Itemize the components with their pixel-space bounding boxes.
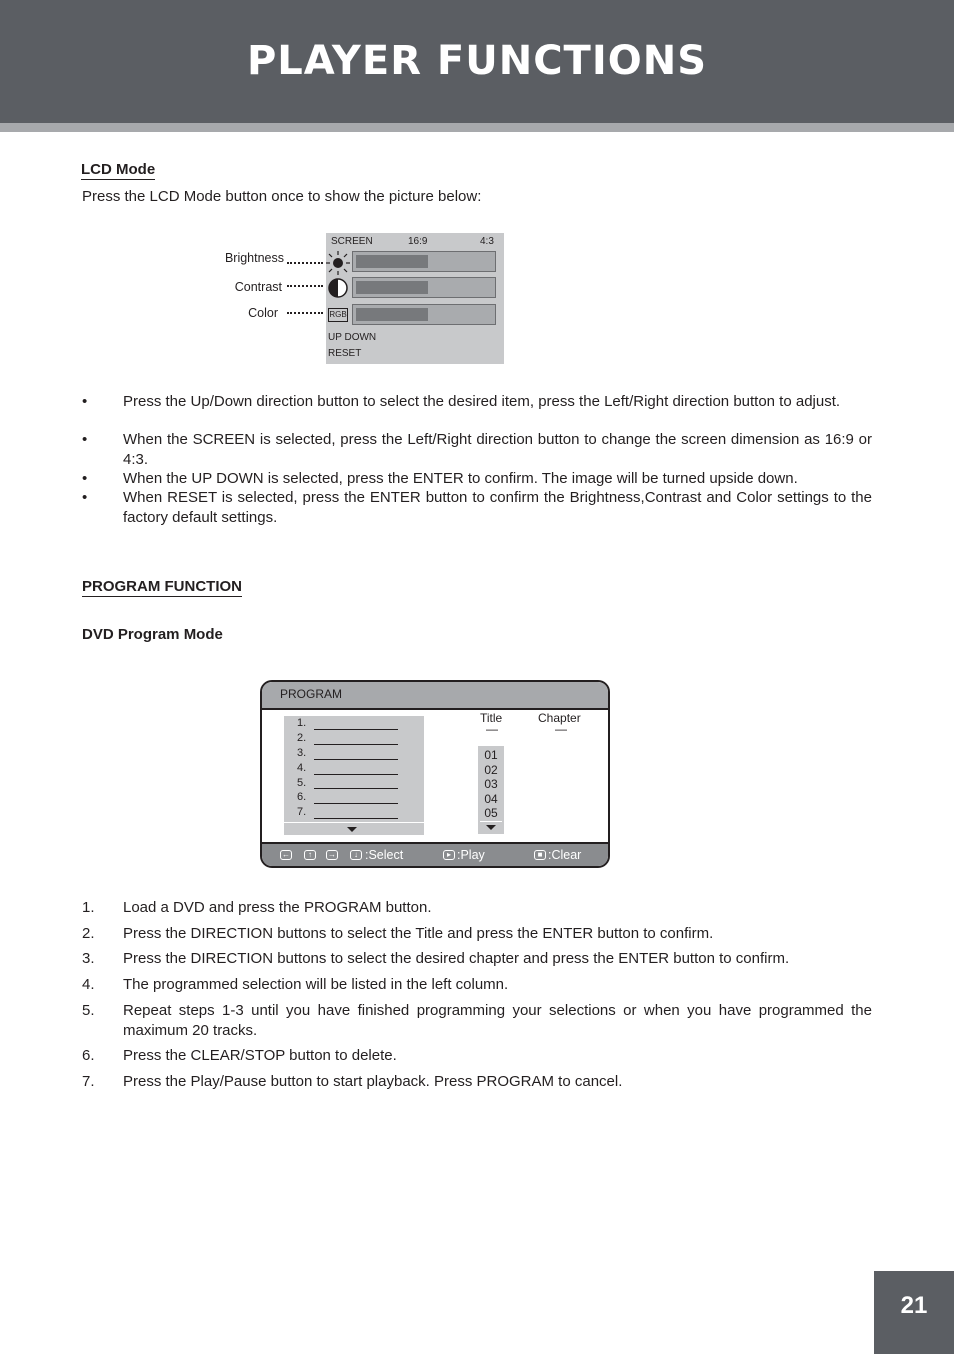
- lcd-mode-heading: LCD Mode: [81, 161, 156, 178]
- rgb-icon: RGB: [328, 308, 348, 322]
- brightness-sun-icon: [326, 251, 350, 275]
- slot-number: 6.: [297, 791, 307, 803]
- title-number-list[interactable]: [478, 746, 504, 834]
- play-icon: ▸: [443, 850, 455, 860]
- lcd-intro: Press the LCD Mode button once to show the picture below:: [82, 188, 482, 205]
- title-number[interactable]: 03: [484, 777, 498, 791]
- contrast-icon: [328, 278, 348, 298]
- bullet-text: When the SCREEN is selected, press the Left/Right direction button to change the screen dimension as 16:9 or 4:3.: [123, 431, 872, 468]
- title-number[interactable]: 04: [484, 792, 498, 806]
- step-number: 1.: [82, 899, 95, 916]
- color-label: Color: [248, 306, 278, 320]
- slot-list-scroll-down-icon[interactable]: [347, 827, 357, 832]
- dvd-program-mode-heading: DVD Program Mode: [82, 626, 223, 643]
- step-text: Repeat steps 1-3 until you have finished programming your selections or when you have programmed the maximum 20 tracks.: [123, 1002, 872, 1039]
- program-step: [82, 1072, 872, 1092]
- screen-label: SCREEN: [331, 236, 373, 247]
- slot-number: 5.: [297, 777, 307, 789]
- title-dash: —: [486, 722, 498, 736]
- contrast-leader: [287, 285, 323, 287]
- color-slider[interactable]: [352, 304, 496, 325]
- step-text: Press the DIRECTION buttons to select the Title and press the ENTER button to confirm.: [123, 925, 714, 942]
- up-arrow-icon: ↑: [304, 850, 316, 860]
- ratio-16-9: 16:9: [408, 236, 428, 247]
- step-number: 4.: [82, 976, 95, 993]
- step-text: Press the Play/Pause button to start playback. Press PROGRAM to cancel.: [123, 1073, 623, 1090]
- title-number[interactable]: 01: [484, 748, 498, 762]
- page-number: 21: [900, 1292, 928, 1319]
- brightness-label: Brightness: [224, 251, 284, 265]
- brightness-leader: [287, 262, 323, 264]
- slot-line[interactable]: [314, 818, 398, 819]
- step-text: The programmed selection will be listed in the left column.: [123, 976, 509, 993]
- contrast-label: Contrast: [234, 280, 282, 294]
- title-list-divider: [480, 821, 502, 822]
- slot-line[interactable]: [314, 774, 398, 775]
- program-step: [82, 949, 872, 969]
- slot-line[interactable]: [314, 729, 398, 730]
- stop-icon: ■: [534, 850, 546, 860]
- reset-option[interactable]: RESET: [328, 348, 362, 359]
- program-step: [82, 975, 872, 995]
- ratio-4-3: 4:3: [480, 236, 494, 247]
- slot-number: 4.: [297, 762, 307, 774]
- program-step: [82, 924, 872, 944]
- title-list-scroll-down-icon[interactable]: [486, 825, 496, 830]
- program-slot-list: [284, 716, 424, 835]
- bullet-dot: •: [82, 489, 88, 506]
- lcd-bullet: [82, 430, 872, 470]
- step-text: Load a DVD and press the PROGRAM button.: [123, 899, 432, 916]
- color-leader: [287, 312, 323, 314]
- step-number: 5.: [82, 1002, 95, 1019]
- program-step: [82, 1046, 872, 1066]
- lcd-bullet: [82, 469, 872, 489]
- clear-hint: :Clear: [548, 848, 582, 862]
- slot-line[interactable]: [314, 803, 398, 804]
- step-text: Press the DIRECTION buttons to select the desired chapter and press the ENTER button to confirm.: [123, 950, 790, 967]
- program-osd-title: PROGRAM: [280, 687, 343, 701]
- step-number: 6.: [82, 1047, 95, 1064]
- select-hint: :Select: [365, 848, 404, 862]
- bullet-dot: •: [82, 431, 88, 448]
- slot-number: 7.: [297, 806, 307, 818]
- slot-number: 1.: [297, 717, 307, 729]
- slot-number: 3.: [297, 747, 307, 759]
- program-step: [82, 1001, 872, 1041]
- step-number: 2.: [82, 925, 95, 942]
- slot-line[interactable]: [314, 788, 398, 789]
- play-hint: :Play: [457, 848, 485, 862]
- slot-line[interactable]: [314, 744, 398, 745]
- title-number[interactable]: 05: [484, 806, 498, 820]
- brightness-slider[interactable]: [352, 251, 496, 272]
- program-step: [82, 898, 872, 918]
- bullet-text: When RESET is selected, press the ENTER button to confirm the Brightness,Contrast and Color settings to the factory default settings.: [123, 489, 872, 526]
- title-number[interactable]: 02: [484, 763, 498, 777]
- slot-list-divider: [284, 822, 424, 823]
- contrast-slider[interactable]: [352, 277, 496, 298]
- chapter-dash: —: [555, 722, 567, 736]
- program-osd-window: [260, 680, 610, 868]
- bullet-text: When the UP DOWN is selected, press the ENTER to confirm. The image will be turned upside down.: [123, 470, 798, 487]
- program-function-heading: PROGRAM FUNCTION: [82, 578, 242, 595]
- slot-number: 2.: [297, 732, 307, 744]
- step-number: 3.: [82, 950, 95, 967]
- page-title: PLAYER FUNCTIONS: [246, 38, 708, 84]
- slot-line[interactable]: [314, 759, 398, 760]
- header-stripe: [0, 123, 954, 132]
- step-text: Press the CLEAR/STOP button to delete.: [123, 1047, 397, 1064]
- bullet-text: Press the Up/Down direction button to select the desired item, press the Left/Right direction button to adjust.: [123, 393, 841, 410]
- step-number: 7.: [82, 1073, 95, 1090]
- lcd-bullet: [82, 488, 872, 528]
- updown-option[interactable]: UP DOWN: [328, 332, 377, 343]
- lcd-bullet: [82, 392, 872, 432]
- left-arrow-icon: ←: [282, 850, 290, 859]
- title-column-header: Title: [480, 711, 503, 725]
- down-arrow-icon: ↓: [350, 850, 362, 860]
- bullet-dot: •: [82, 393, 88, 410]
- chapter-column-header: Chapter: [538, 711, 581, 725]
- right-arrow-icon: →: [328, 850, 336, 859]
- bullet-dot: •: [82, 470, 88, 487]
